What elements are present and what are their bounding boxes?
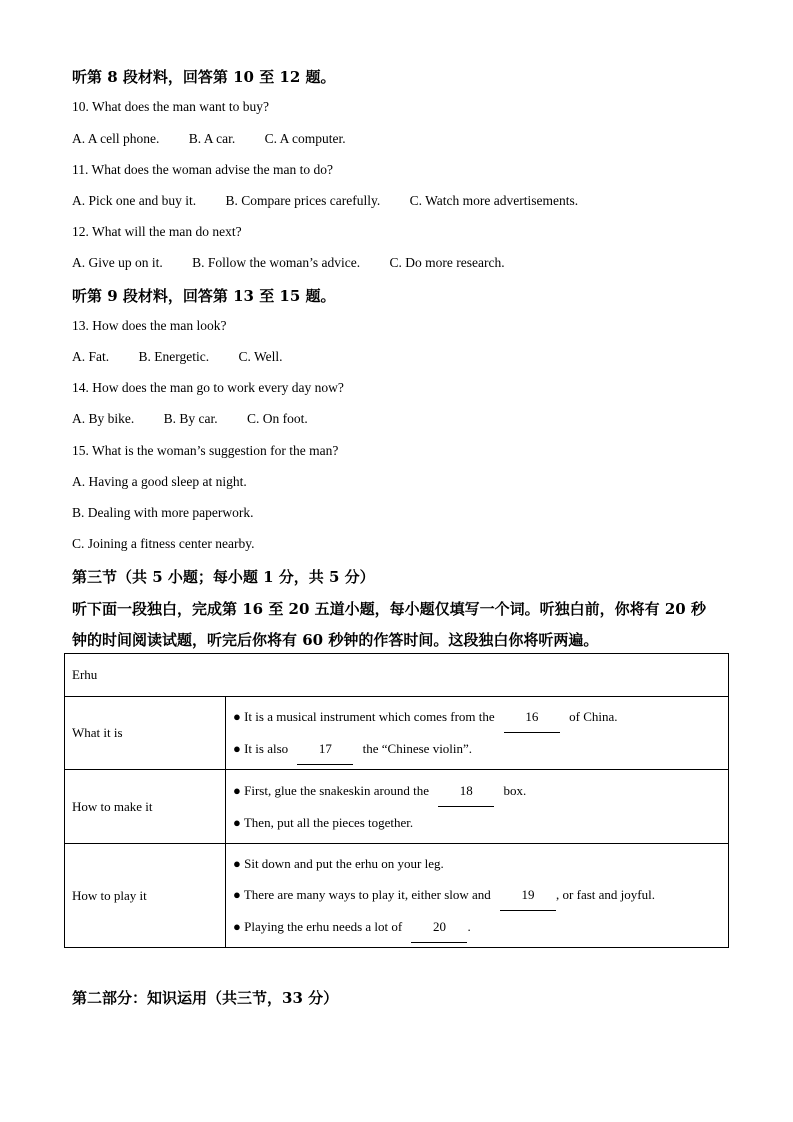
bullet-text: box.: [503, 783, 527, 798]
bullet-text: ● Sit down and put the erhu on your leg.: [233, 856, 444, 871]
bullet-text: ● Then, put all the pieces together.: [233, 815, 414, 830]
bullet-text: .: [467, 919, 471, 934]
bullet-text: ● First, glue the snakeskin around the: [233, 783, 429, 798]
erhu-table: [64, 653, 729, 948]
option-c: C. Watch more advertisements.: [409, 193, 579, 208]
option-15-a: A. Having a good sleep at night.: [72, 474, 247, 489]
options-13: [72, 349, 283, 365]
answer-blank-17: 17: [297, 733, 353, 765]
option-15-b: B. Dealing with more paperwork.: [72, 505, 254, 520]
option-a: A. Pick one and buy it.: [72, 193, 197, 208]
question-10: 10. What does the man want to buy?: [72, 99, 269, 114]
bullet-item: [233, 701, 721, 733]
table-title: Erhu: [65, 654, 729, 697]
question-12: 12. What will the man do next?: [72, 224, 242, 239]
bullet-item: [233, 733, 721, 765]
row-label: How to make it: [65, 770, 226, 844]
option-b: B. By car.: [163, 411, 218, 426]
bullet-text: ● It is a musical instrument which comes from the: [233, 709, 495, 724]
options-10: [72, 131, 346, 147]
bullet-text: the “Chinese violin”.: [362, 741, 473, 756]
bullet-item: [233, 807, 721, 838]
question-14: 14. How does the man go to work every day now?: [72, 380, 344, 395]
bullet-item: [233, 879, 721, 911]
option-c: C. Do more research.: [389, 255, 505, 270]
table-title-row: [65, 654, 729, 697]
row-label: What it is: [65, 697, 226, 770]
answer-blank-16: 16: [504, 701, 560, 733]
option-b: B. Energetic.: [138, 349, 210, 364]
bullet-text: ● There are many ways to play it, either slow and: [233, 887, 491, 902]
row-content: [226, 770, 729, 844]
bullet-text: , or fast and joyful.: [556, 887, 655, 902]
question-11: 11. What does the woman advise the man to do?: [72, 162, 333, 177]
options-11: [72, 193, 578, 209]
option-a: A. Give up on it.: [72, 255, 163, 270]
question-13: 13. How does the man look?: [72, 318, 227, 333]
bullet-item: [233, 848, 721, 879]
options-14: [72, 411, 308, 427]
answer-blank-18: 18: [438, 775, 494, 807]
option-15-c: C. Joining a fitness center nearby.: [72, 536, 255, 551]
question-15: 15. What is the woman’s suggestion for the man?: [72, 443, 339, 458]
answer-blank-20: 20: [411, 911, 467, 943]
option-c: C. A computer.: [264, 131, 346, 146]
table-row: [65, 770, 729, 844]
options-12: [72, 255, 505, 271]
bullet-text: of China.: [569, 709, 618, 724]
option-b: B. A car.: [188, 131, 236, 146]
option-a: A. Fat.: [72, 349, 110, 364]
row-label: How to play it: [65, 844, 226, 948]
part3-instruction-line2: 钟的时间阅读试题，听完后你将有 60 秒钟的作答时间。这段独白你将听两遍。: [72, 631, 599, 649]
option-a: A. By bike.: [72, 411, 135, 426]
part2-heading: 第二部分：知识运用（共三节，33 分）: [72, 989, 339, 1007]
bullet-text: ● It is also: [233, 741, 289, 756]
answer-blank-19: 19: [500, 879, 556, 911]
option-c: C. On foot.: [247, 411, 308, 426]
bullet-item: [233, 911, 721, 943]
bullet-item: [233, 775, 721, 807]
option-a: A. A cell phone.: [72, 131, 160, 146]
table-row: [65, 697, 729, 770]
bullet-text: ● Playing the erhu needs a lot of: [233, 919, 403, 934]
table-row: [65, 844, 729, 948]
part3-heading: 第三节（共 5 小题；每小题 1 分，共 5 分）: [72, 568, 375, 586]
option-c: C. Well.: [238, 349, 283, 364]
section-heading-9: 听第 9 段材料，回答第 13 至 15 题。: [72, 287, 336, 305]
option-b: B. Follow the woman’s advice.: [192, 255, 361, 270]
part3-instruction-line1: 听下面一段独白，完成第 16 至 20 五道小题，每小题仅填写一个词。听独白前，你将有 20 秒: [72, 600, 706, 618]
row-content: [226, 844, 729, 948]
option-b: B. Compare prices carefully.: [225, 193, 381, 208]
section-heading-8: 听第 8 段材料，回答第 10 至 12 题。: [72, 68, 336, 86]
row-content: [226, 697, 729, 770]
